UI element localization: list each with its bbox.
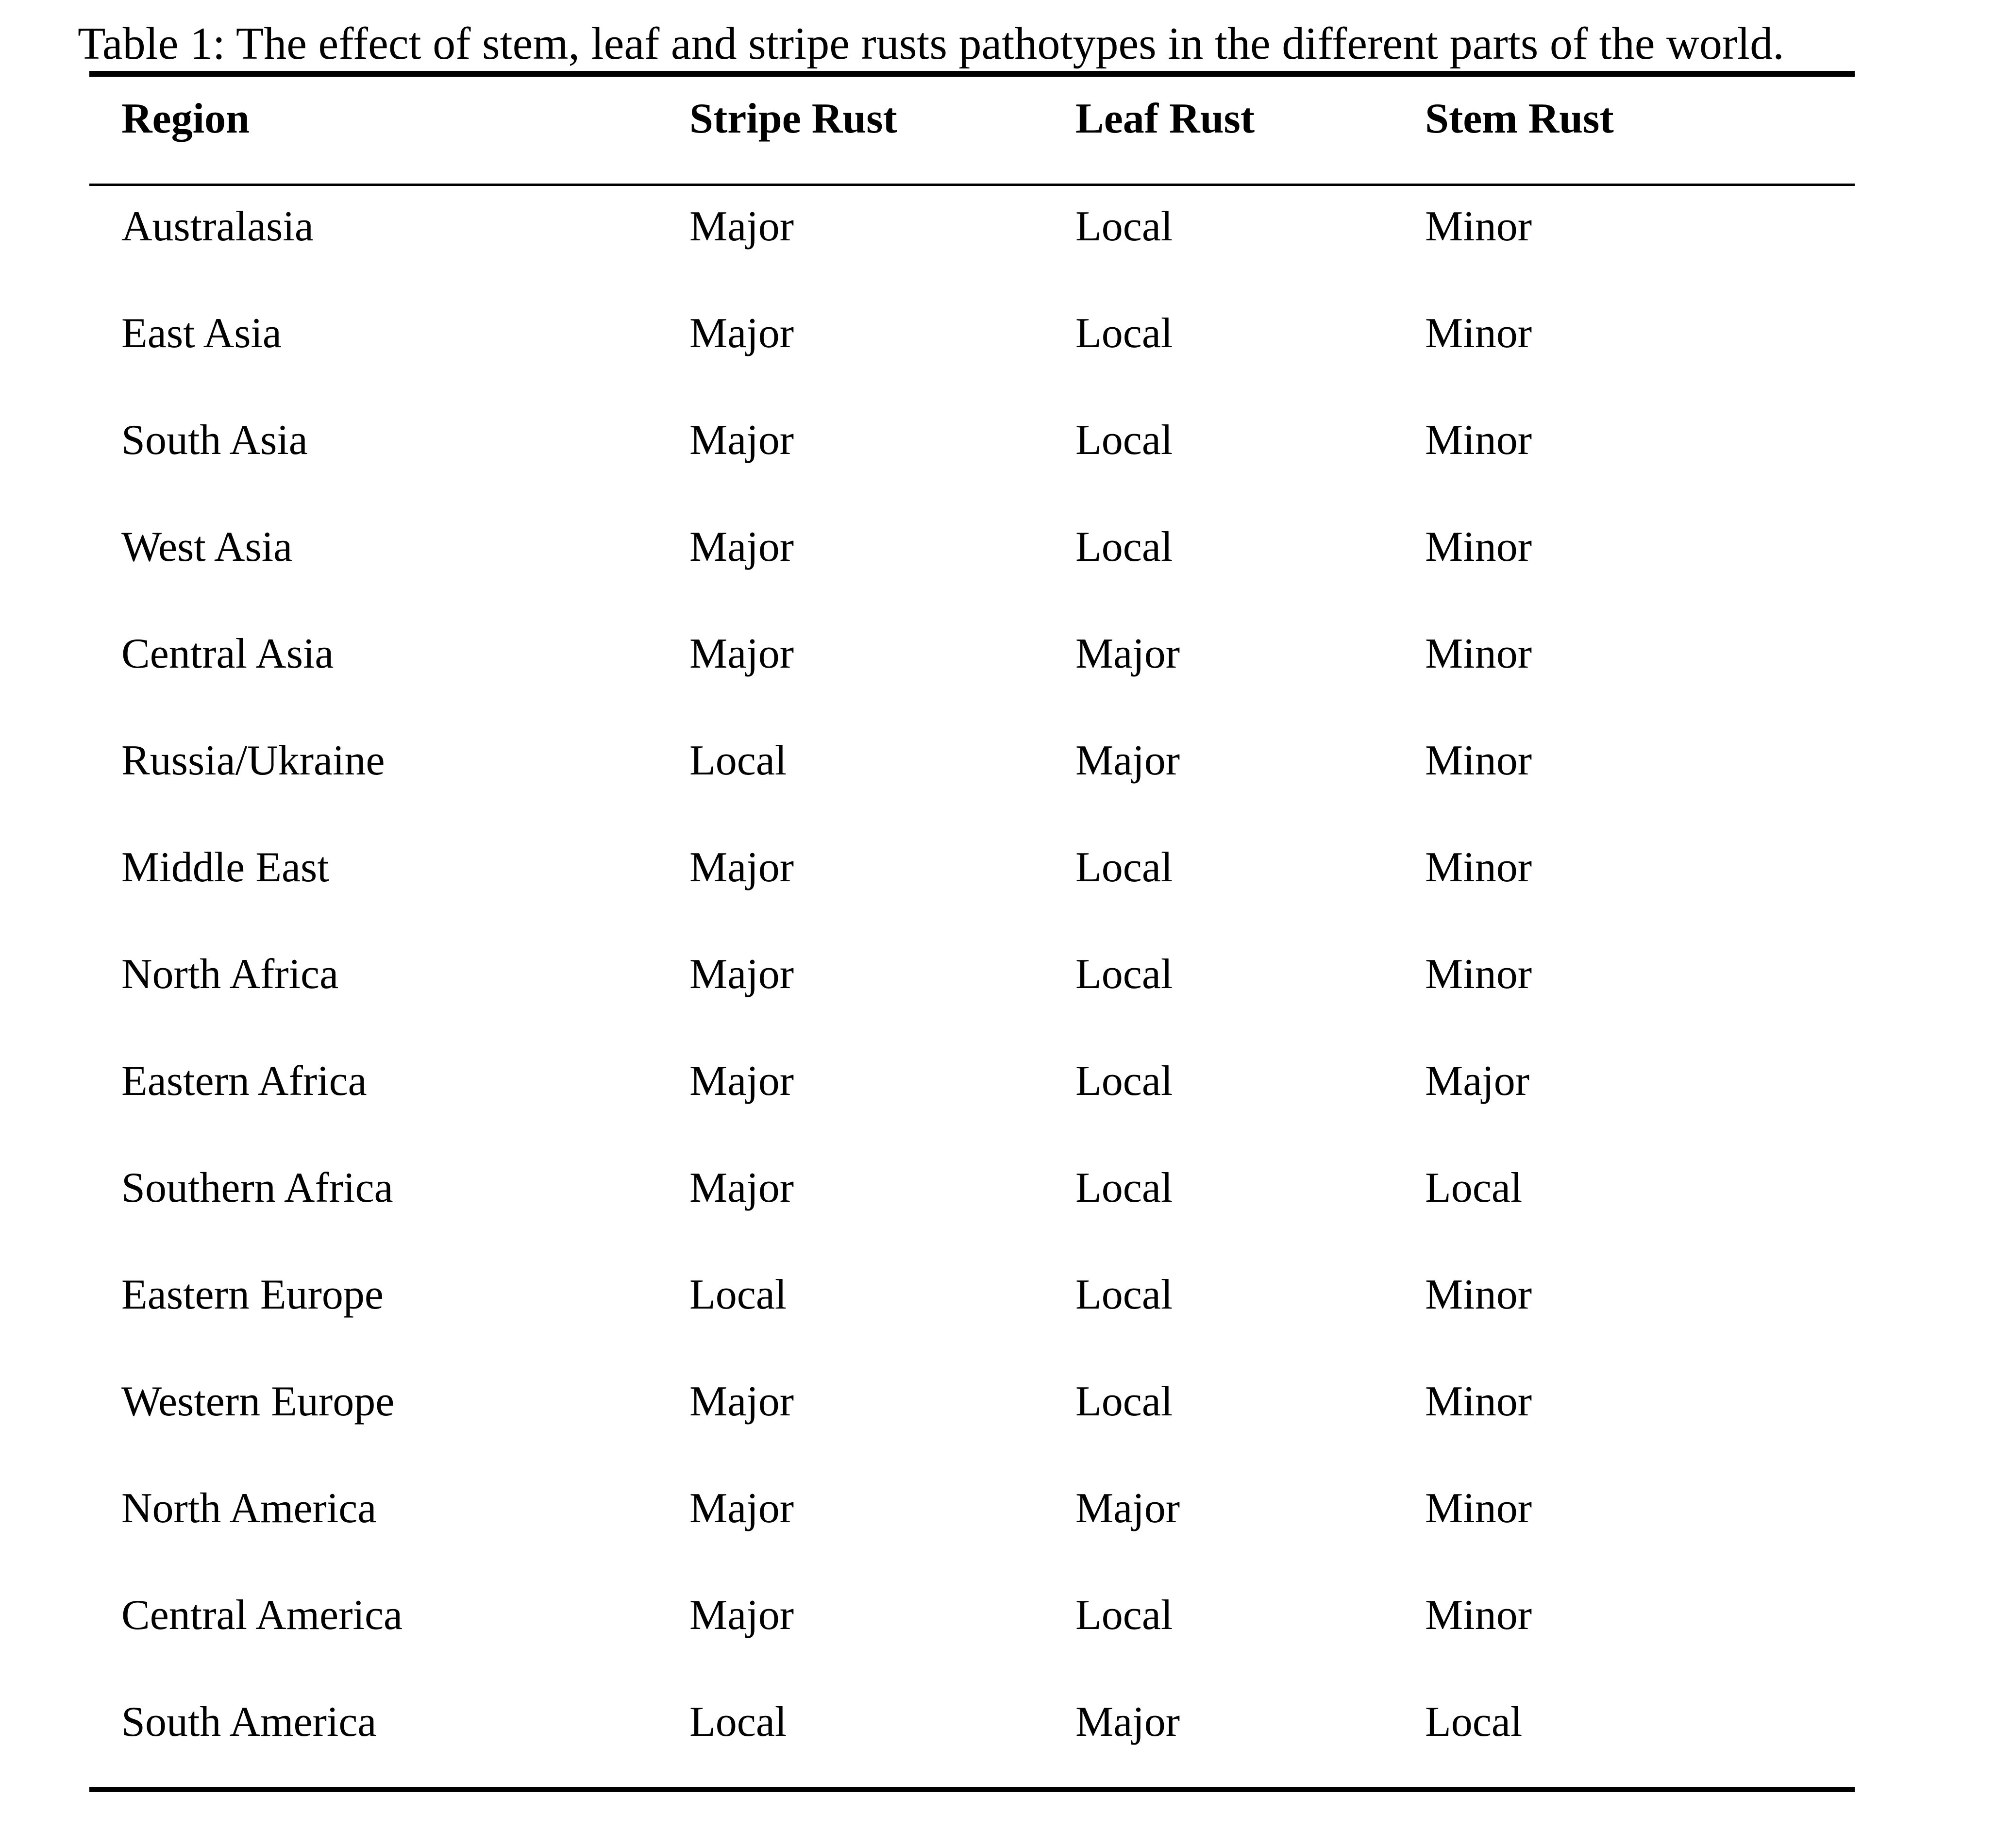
region-cell: West Asia — [121, 523, 293, 571]
stem-rust-cell: Minor — [1425, 310, 1532, 357]
stem-rust-cell: Minor — [1425, 203, 1532, 250]
stem-rust-cell: Minor — [1425, 1485, 1532, 1532]
table-row — [0, 839, 2013, 897]
stem-rust-cell: Minor — [1425, 1592, 1532, 1639]
region-cell: Middle East — [121, 844, 329, 891]
column-header-stem-rust: Stem Rust — [1425, 95, 1614, 142]
leaf-rust-cell: Local — [1075, 1058, 1173, 1105]
region-cell: Western Europe — [121, 1378, 395, 1425]
region-cell: North America — [121, 1485, 377, 1532]
stripe-rust-cell: Major — [689, 523, 794, 571]
leaf-rust-cell: Local — [1075, 951, 1173, 998]
leaf-rust-cell: Local — [1075, 1378, 1173, 1425]
table-row — [0, 1479, 2013, 1538]
table-row — [0, 518, 2013, 576]
stripe-rust-cell: Major — [689, 1164, 794, 1211]
stem-rust-cell: Minor — [1425, 737, 1532, 784]
table-top-rule — [89, 71, 1855, 77]
table-header-rule — [89, 184, 1855, 186]
stripe-rust-cell: Local — [689, 1698, 787, 1746]
region-cell: Russia/Ukraine — [121, 737, 385, 784]
table-row — [0, 304, 2013, 363]
table-caption: Table 1: The effect of stem, leaf and stripe rusts pathotypes in the different parts of the world. — [78, 18, 1784, 69]
stripe-rust-cell: Major — [689, 203, 794, 250]
leaf-rust-cell: Local — [1075, 310, 1173, 357]
region-cell: East Asia — [121, 310, 282, 357]
table-row — [0, 198, 2013, 256]
stripe-rust-cell: Major — [689, 310, 794, 357]
region-cell: Central Asia — [121, 630, 334, 677]
table-header-row — [0, 90, 2013, 148]
stripe-rust-cell: Major — [689, 1592, 794, 1639]
stripe-rust-cell: Major — [689, 1378, 794, 1425]
stem-rust-cell: Local — [1425, 1164, 1523, 1211]
stripe-rust-cell: Major — [689, 630, 794, 677]
stripe-rust-cell: Major — [689, 844, 794, 891]
table-row — [0, 1159, 2013, 1217]
column-header-region: Region — [121, 95, 250, 142]
stripe-rust-cell: Major — [689, 1058, 794, 1105]
table-row — [0, 1052, 2013, 1110]
leaf-rust-cell: Major — [1075, 737, 1180, 784]
table-row — [0, 1373, 2013, 1431]
region-cell: Southern Africa — [121, 1164, 393, 1211]
stripe-rust-cell: Local — [689, 737, 787, 784]
leaf-rust-cell: Major — [1075, 630, 1180, 677]
column-header-stripe-rust: Stripe Rust — [689, 95, 897, 142]
stem-rust-cell: Minor — [1425, 1378, 1532, 1425]
table-row — [0, 732, 2013, 790]
stripe-rust-cell: Major — [689, 951, 794, 998]
stem-rust-cell: Local — [1425, 1698, 1523, 1746]
table-row — [0, 625, 2013, 683]
leaf-rust-cell: Major — [1075, 1698, 1180, 1746]
region-cell: Eastern Africa — [121, 1058, 367, 1105]
leaf-rust-cell: Local — [1075, 523, 1173, 571]
column-header-leaf-rust: Leaf Rust — [1075, 95, 1255, 142]
leaf-rust-cell: Local — [1075, 203, 1173, 250]
stem-rust-cell: Minor — [1425, 417, 1532, 464]
table-row — [0, 411, 2013, 470]
leaf-rust-cell: Local — [1075, 417, 1173, 464]
stem-rust-cell: Minor — [1425, 1271, 1532, 1318]
leaf-rust-cell: Major — [1075, 1485, 1180, 1532]
stem-rust-cell: Major — [1425, 1058, 1530, 1105]
region-cell: Australasia — [121, 203, 314, 250]
region-cell: South Asia — [121, 417, 308, 464]
stripe-rust-cell: Local — [689, 1271, 787, 1318]
leaf-rust-cell: Local — [1075, 844, 1173, 891]
table-row — [0, 1693, 2013, 1751]
leaf-rust-cell: Local — [1075, 1164, 1173, 1211]
stripe-rust-cell: Major — [689, 1485, 794, 1532]
table-bottom-rule — [89, 1787, 1855, 1792]
stem-rust-cell: Minor — [1425, 523, 1532, 571]
region-cell: North Africa — [121, 951, 339, 998]
stem-rust-cell: Minor — [1425, 630, 1532, 677]
leaf-rust-cell: Local — [1075, 1271, 1173, 1318]
region-cell: Central America — [121, 1592, 403, 1639]
table-row — [0, 1266, 2013, 1324]
region-cell: South America — [121, 1698, 377, 1746]
table-row — [0, 1586, 2013, 1645]
table-row — [0, 945, 2013, 1004]
region-cell: Eastern Europe — [121, 1271, 384, 1318]
stripe-rust-cell: Major — [689, 417, 794, 464]
stem-rust-cell: Minor — [1425, 951, 1532, 998]
leaf-rust-cell: Local — [1075, 1592, 1173, 1639]
stem-rust-cell: Minor — [1425, 844, 1532, 891]
